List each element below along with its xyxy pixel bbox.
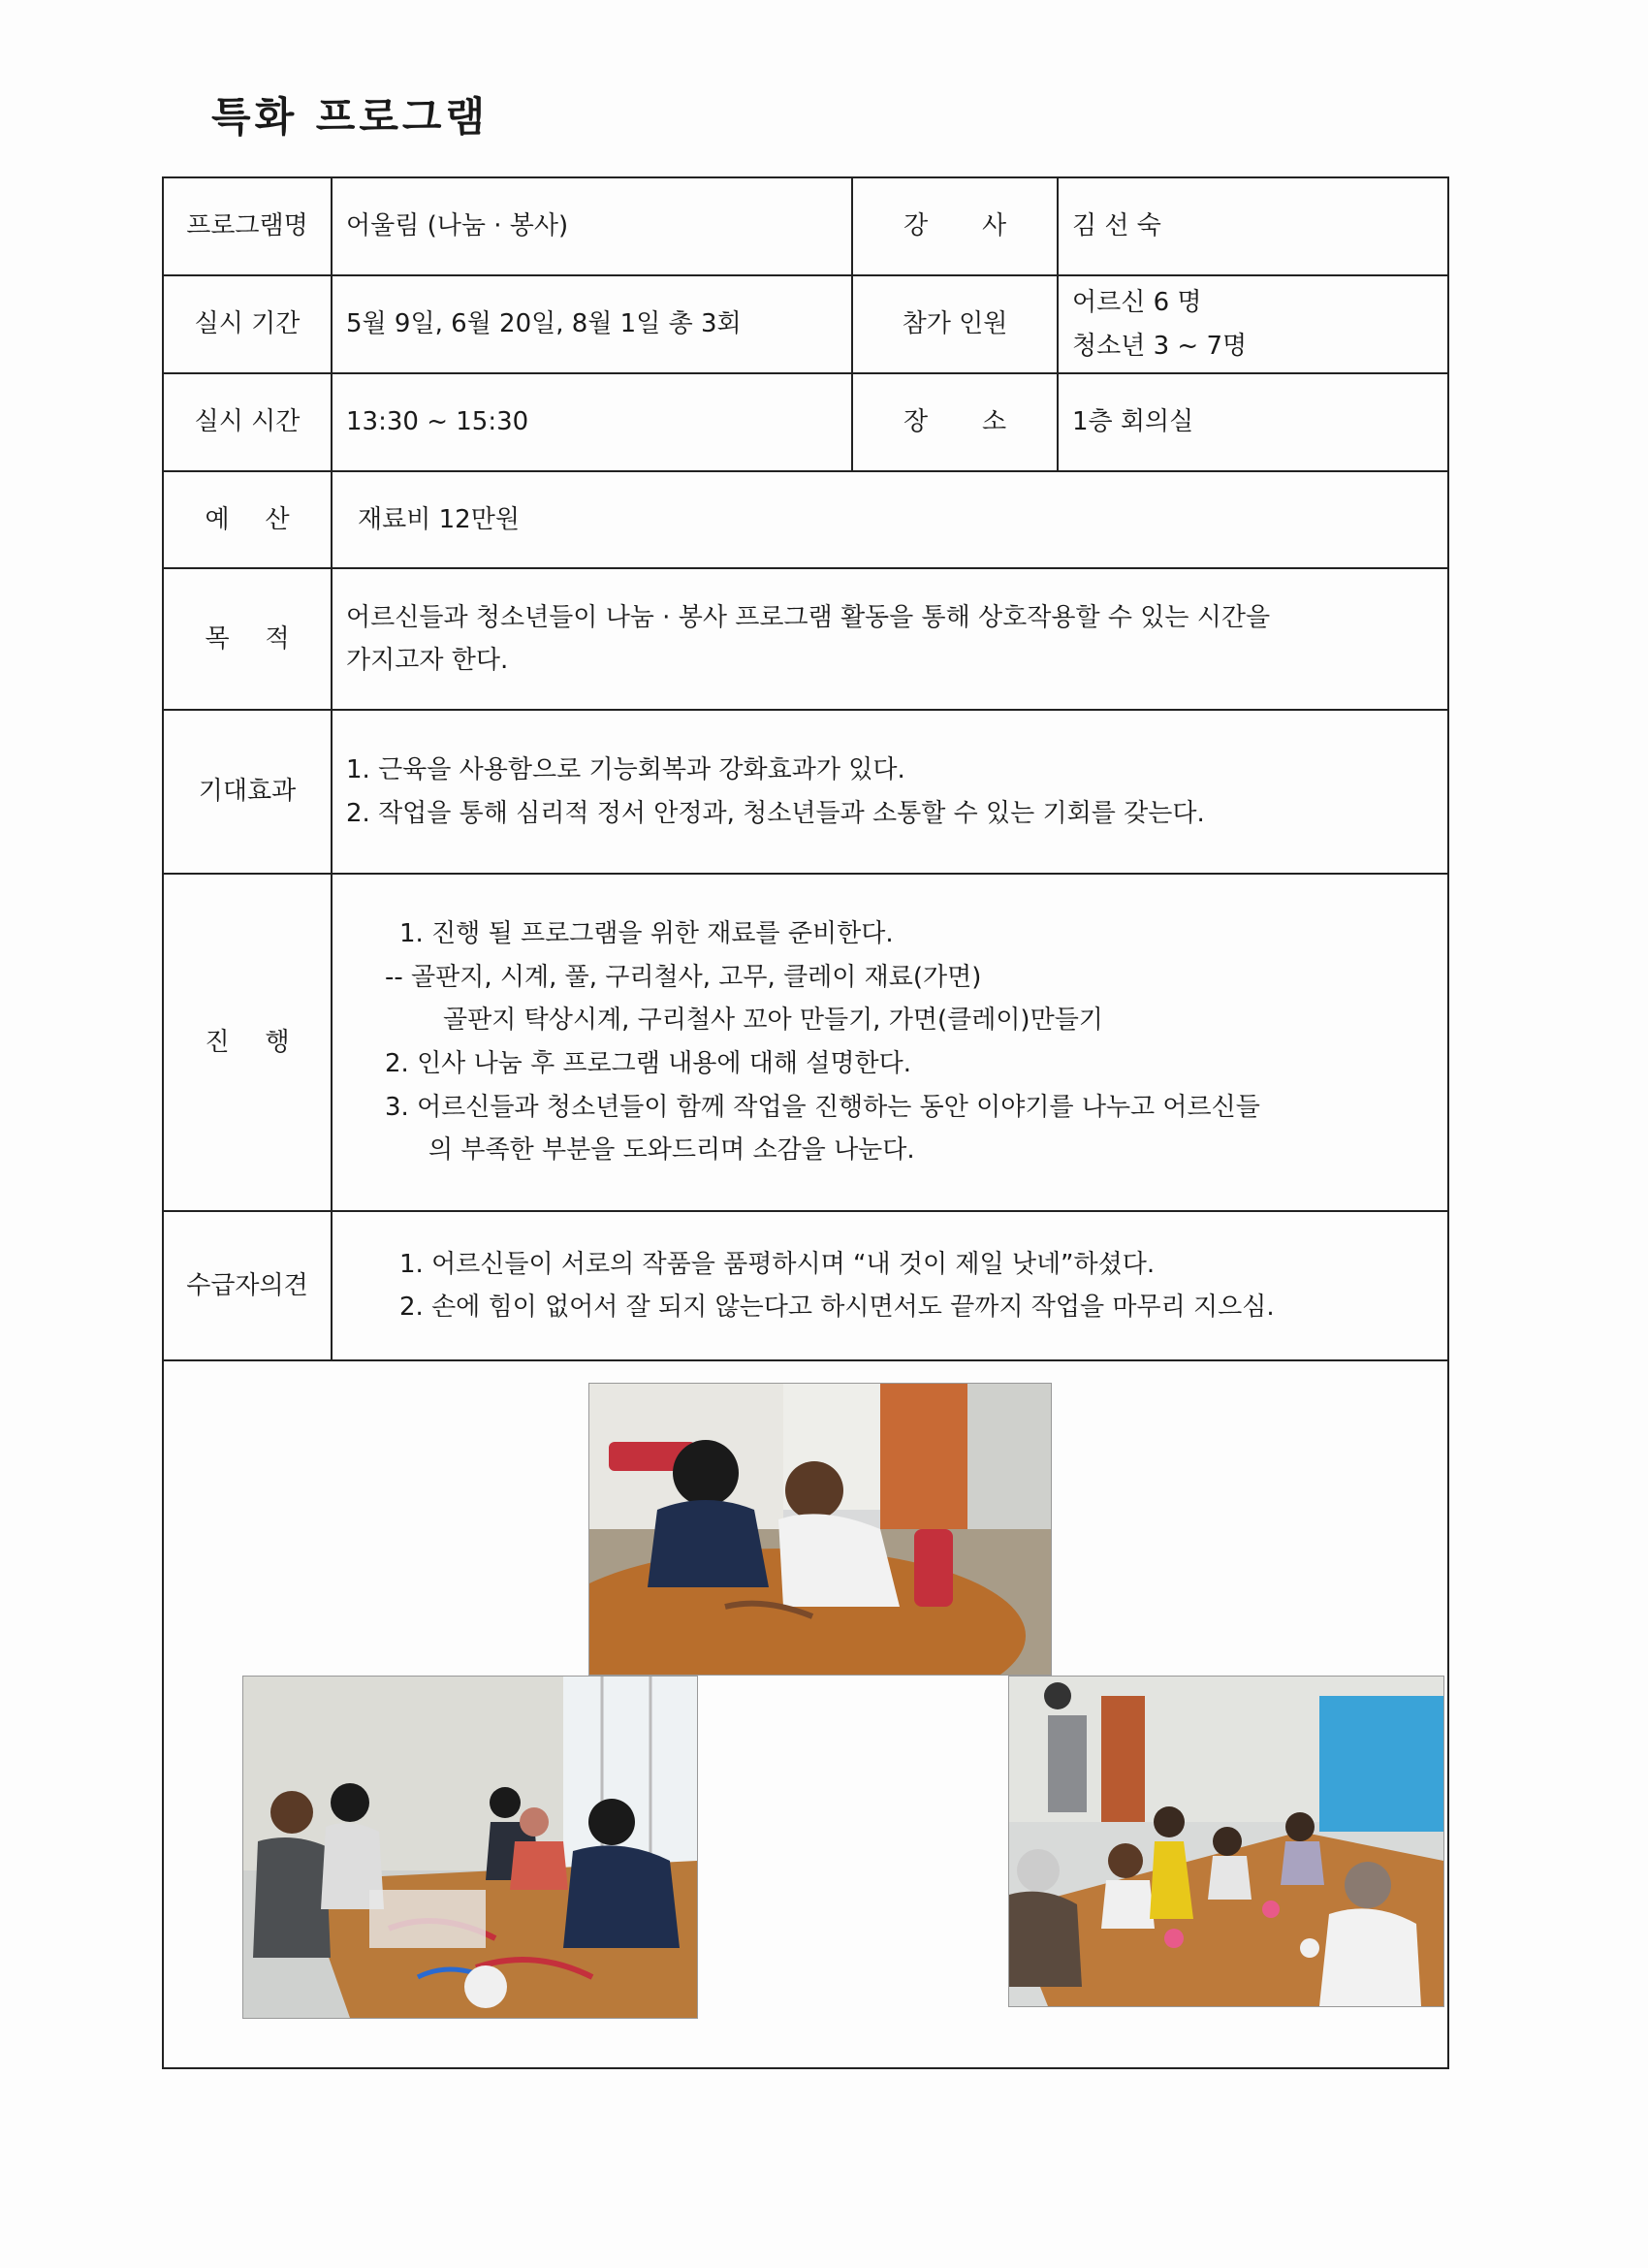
budget-label: 예 산 [163, 471, 332, 568]
activity-photo-3 [1008, 1676, 1444, 2007]
time-row [163, 373, 1448, 471]
purpose-label: 목 적 [163, 568, 332, 710]
program-name-row [163, 177, 1448, 275]
photo-row [163, 1360, 1448, 2068]
budget-value: 재료비 12만원 [332, 471, 1448, 568]
page-title: 특화 프로그램 [211, 93, 490, 141]
instructor-value: 김 선 숙 [1058, 177, 1448, 275]
feedback-text: 1. 어르신들이 서로의 작품을 품평하시며 “내 것이 제일 낫네”하셨다. 2. 손에 힘이 없어서 잘 되지 않는다고 하시면서도 끝까지 작업을 마무리 지으심. [332, 1211, 1448, 1360]
activity-photo-1 [588, 1383, 1052, 1676]
purpose-row [163, 568, 1448, 710]
time-value: 13:30 ~ 15:30 [332, 373, 852, 471]
progress-text: 1. 진행 될 프로그램을 위한 재료를 준비한다. -- 골판지, 시계, 풀, 구리철사, 고무, 클레이 재료(가면) 골판지 탁상시계, 구리철사 꼬아 만들기, 가면(클레이)만들기 2. 인사 나눔 후 프로그램 내용에 대해 설명한다. 3. 어르신들과 청소년들이 함께 작업을 진행하는 동안 이야기를 나누고 어르신들 의 부족한 부분을 도와드리며 소감을 나눈다. [332, 874, 1448, 1211]
program-name-label: 프로그램명 [163, 177, 332, 275]
period-row [163, 275, 1448, 373]
purpose-text: 어르신들과 청소년들이 나눔 · 봉사 프로그램 활동을 통해 상호작용할 수 있는 시간을 가지고자 한다. [332, 568, 1448, 710]
feedback-row [163, 1211, 1448, 1360]
place-value: 1층 회의실 [1058, 373, 1448, 471]
progress-label: 진 행 [163, 874, 332, 1211]
instructor-label: 강 사 [852, 177, 1058, 275]
activity-photo-2 [242, 1676, 698, 2019]
place-label: 장 소 [852, 373, 1058, 471]
period-value: 5월 9일, 6월 20일, 8월 1일 총 3회 [332, 275, 852, 373]
feedback-label: 수급자의견 [163, 1211, 332, 1360]
photo-cell [163, 1360, 1448, 2068]
effects-row [163, 710, 1448, 874]
progress-row [163, 874, 1448, 1211]
program-info-table [162, 176, 1449, 2069]
effects-text: 1. 근육을 사용함으로 기능회복과 강화효과가 있다. 2. 작업을 통해 심리적 정서 안정과, 청소년들과 소통할 수 있는 기회를 갖는다. [332, 710, 1448, 874]
time-label: 실시 시간 [163, 373, 332, 471]
period-label: 실시 기간 [163, 275, 332, 373]
budget-row [163, 471, 1448, 568]
participants-label: 참가 인원 [852, 275, 1058, 373]
participants-value: 어르신 6 명 청소년 3 ~ 7명 [1058, 275, 1448, 373]
effects-label: 기대효과 [163, 710, 332, 874]
program-name-value: 어울림 (나눔 · 봉사) [332, 177, 852, 275]
